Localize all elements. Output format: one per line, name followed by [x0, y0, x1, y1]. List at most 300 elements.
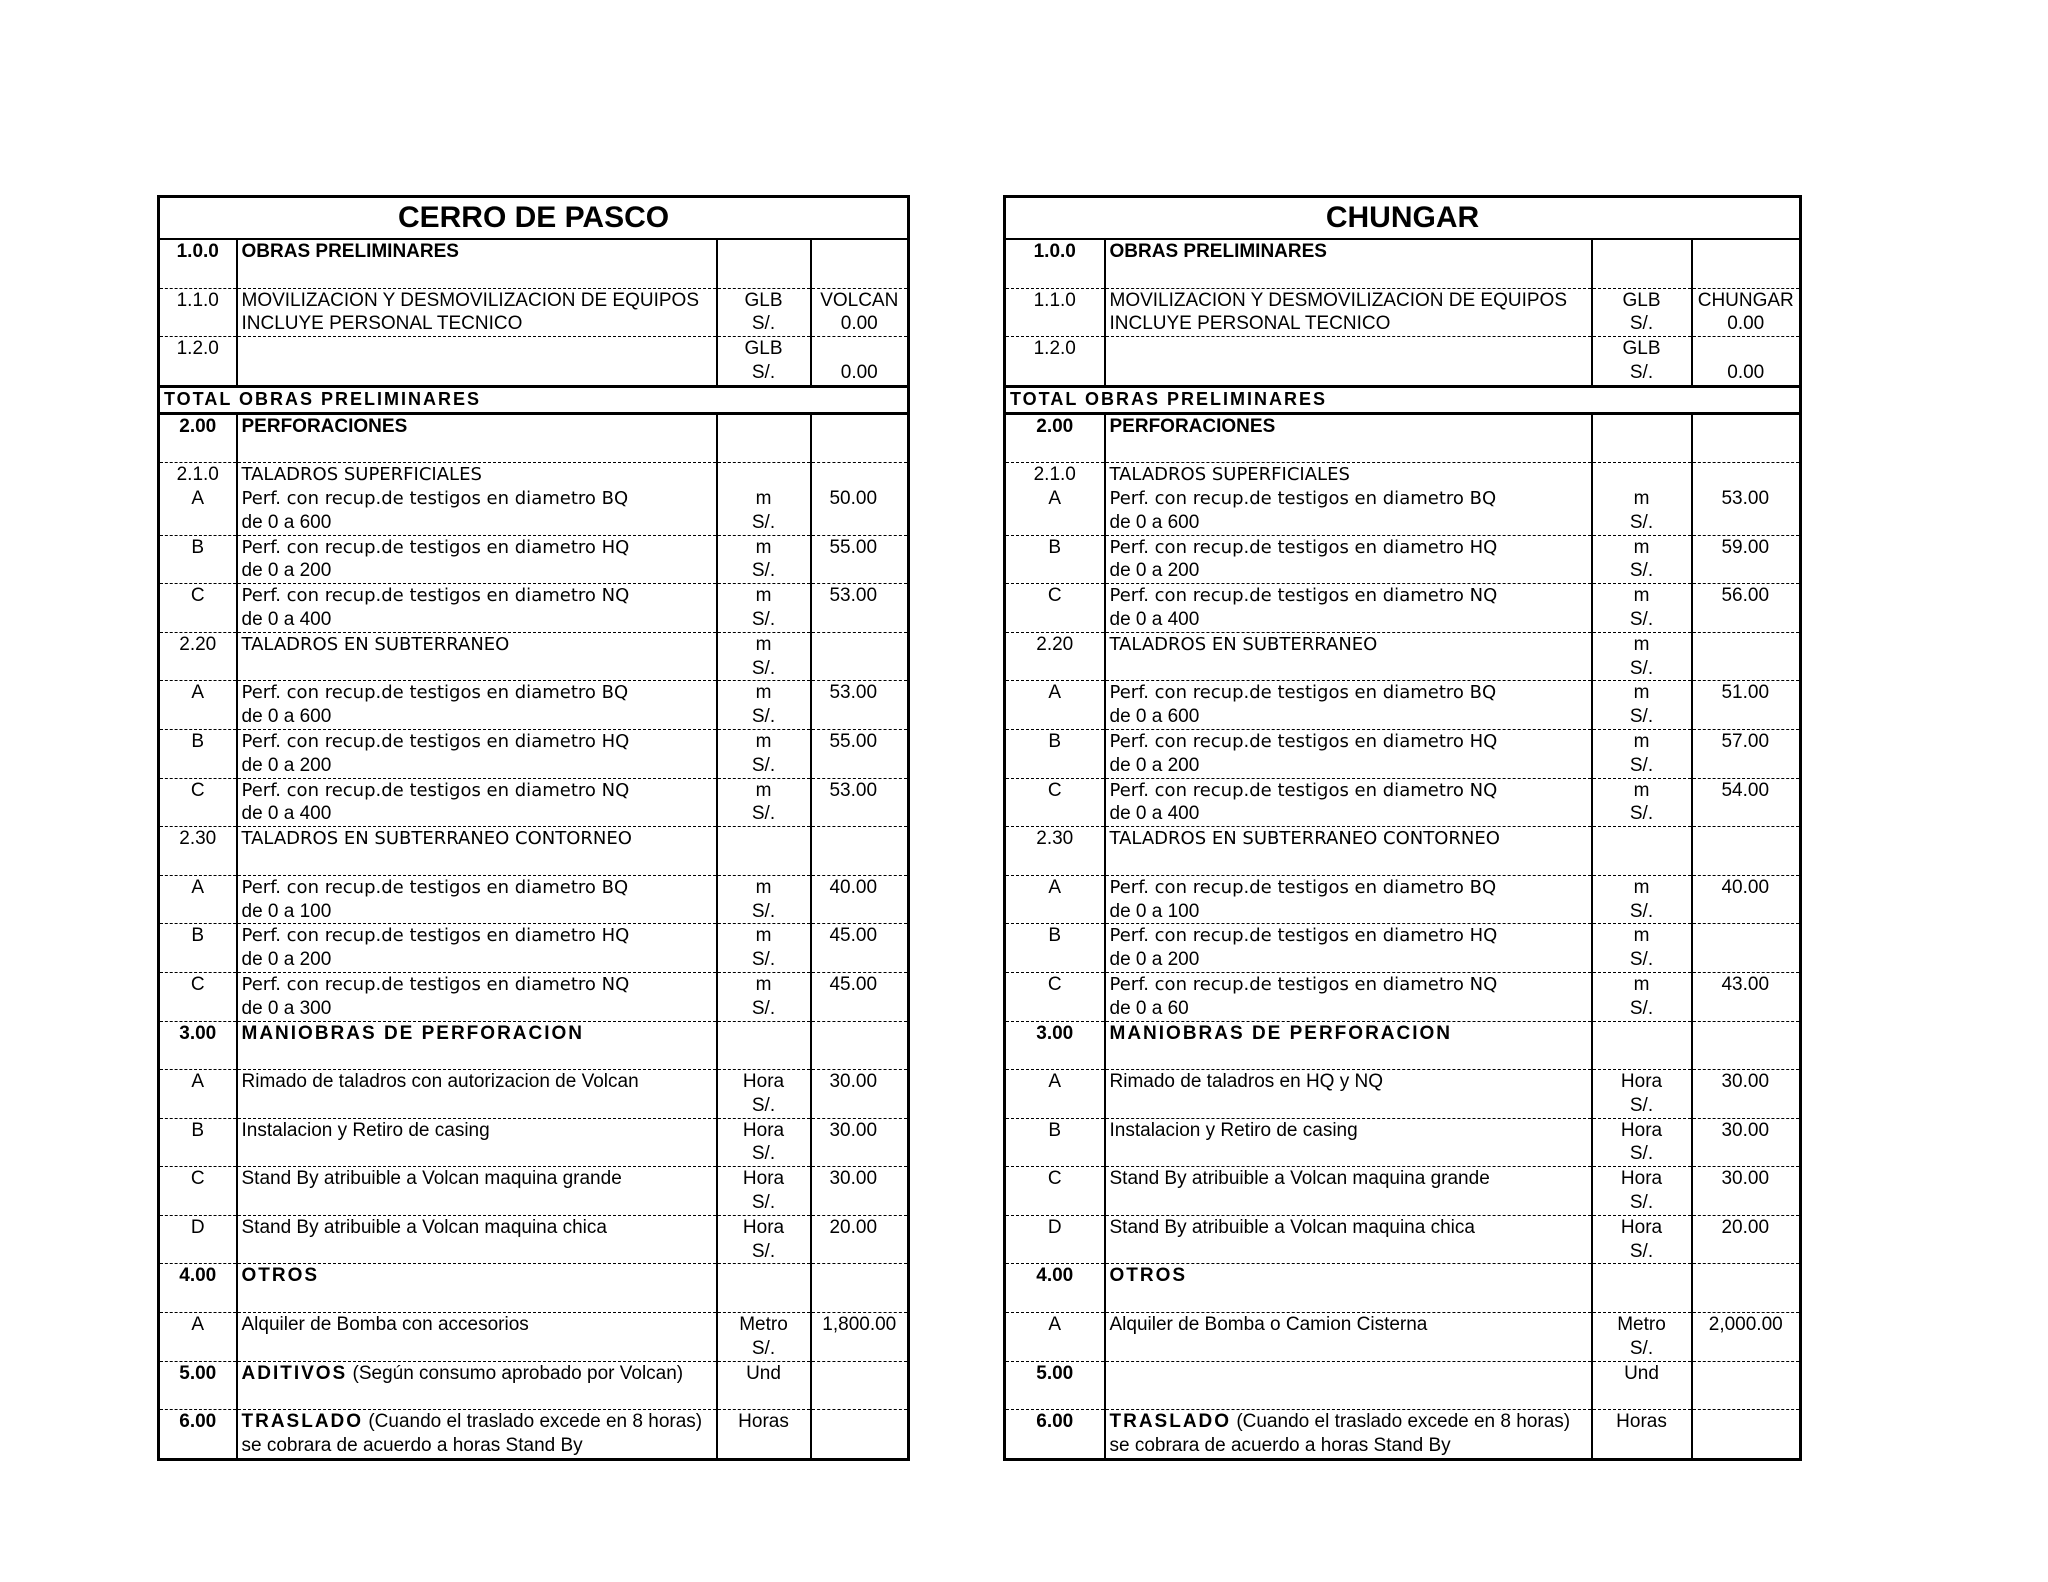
table-row [1005, 1240, 1801, 1264]
unit-cell: Hora [717, 1167, 811, 1191]
unit-cell [717, 413, 811, 438]
price-cell: 0.00 [1692, 361, 1801, 386]
unit-cell: S/. [717, 1142, 811, 1166]
table-row [1005, 264, 1801, 288]
unit-cell [717, 463, 811, 487]
unit-cell: m [1592, 584, 1692, 608]
table-row [159, 1142, 909, 1166]
item-description [1105, 657, 1592, 681]
table-row [159, 948, 909, 972]
unit-cell [1592, 438, 1692, 462]
item-description [237, 875, 717, 899]
item-code [1005, 851, 1105, 875]
item-code: 1.1.0 [1005, 288, 1105, 312]
item-code: C [159, 778, 237, 802]
unit-cell: GLB [717, 337, 811, 361]
item-code: B [1005, 924, 1105, 948]
unit-cell: m [1592, 535, 1692, 559]
price-cell [1692, 1264, 1801, 1288]
item-description [1105, 1264, 1592, 1288]
cerro-de-pasco-table [157, 195, 910, 1461]
table-row [159, 754, 909, 778]
table-row [1005, 1118, 1801, 1142]
description-text: TRASLADO [1109, 1411, 1232, 1433]
item-code: B [1005, 1118, 1105, 1142]
description-note: (Cuando el traslado excede en 8 horas) [363, 1411, 703, 1433]
table-row [1005, 1021, 1801, 1045]
item-description [1105, 802, 1592, 826]
unit-cell [717, 827, 811, 851]
unit-cell: S/. [1592, 1142, 1692, 1166]
item-description [1105, 1361, 1592, 1385]
total-label: TOTAL OBRAS PRELIMINARES [1005, 386, 1801, 413]
item-code: 2.1.0 [159, 463, 237, 487]
description-text: de 0 a 300 [241, 997, 332, 1019]
item-description [237, 827, 717, 851]
item-code [159, 851, 237, 875]
item-code [1005, 997, 1105, 1021]
item-code: 2.30 [159, 827, 237, 851]
price-cell [1692, 924, 1801, 948]
table-row [159, 1167, 909, 1191]
description-text: de 0 a 200 [1109, 754, 1200, 776]
item-code: 2.00 [1036, 415, 1074, 437]
table-row [1005, 438, 1801, 462]
description-text: MOVILIZACION Y DESMOVILIZACION DE EQUIPOS [241, 289, 700, 311]
item-description [237, 802, 717, 826]
price-cell [811, 900, 909, 924]
item-code: B [159, 1118, 237, 1142]
item-code [1005, 657, 1105, 681]
unit-cell [1592, 1434, 1692, 1459]
item-code [1005, 1191, 1105, 1215]
price-cell [1692, 948, 1801, 972]
price-cell [1692, 559, 1801, 583]
description-text: Perf. con recup.de testigos en diametro NQ [241, 585, 630, 607]
table-row [159, 361, 909, 386]
item-description [1105, 438, 1592, 462]
table-row [1005, 511, 1801, 535]
price-cell: 30.00 [1692, 1118, 1801, 1142]
unit-cell [1592, 463, 1692, 487]
item-description [237, 1021, 717, 1045]
price-cell [1692, 900, 1801, 924]
table-row [159, 1045, 909, 1069]
table-row [159, 511, 909, 535]
item-code [1005, 1142, 1105, 1166]
table-row [1005, 1167, 1801, 1191]
table-row [1005, 288, 1801, 312]
table-row [1005, 1385, 1801, 1409]
item-description [1105, 361, 1592, 386]
price-cell [1692, 827, 1801, 851]
item-description [237, 729, 717, 753]
table-row [159, 1313, 909, 1337]
item-description [237, 535, 717, 559]
item-code: 2.20 [159, 632, 237, 656]
item-code: C [1005, 972, 1105, 996]
unit-cell: m [1592, 972, 1692, 996]
table-row [159, 1410, 909, 1434]
item-description [1105, 1021, 1592, 1045]
unit-cell: m [717, 535, 811, 559]
price-cell [1692, 463, 1801, 487]
price-cell: 30.00 [1692, 1167, 1801, 1191]
item-code: 2.00 [179, 415, 217, 437]
price-cell: 43.00 [1692, 972, 1801, 996]
item-code [1005, 1385, 1105, 1409]
price-cell: 20.00 [1692, 1215, 1801, 1239]
item-description [1105, 632, 1592, 656]
item-code [159, 361, 237, 386]
description-text: Perf. con recup.de testigos en diametro NQ [241, 779, 630, 801]
price-cell [1692, 1142, 1801, 1166]
unit-cell: Horas [1592, 1410, 1692, 1434]
table-row [159, 559, 909, 583]
unit-cell: S/. [1592, 802, 1692, 826]
item-description [1105, 1240, 1592, 1264]
price-cell [1692, 511, 1801, 535]
item-code [1005, 1094, 1105, 1118]
item-description [237, 1264, 717, 1288]
item-description [1105, 851, 1592, 875]
table-row [1005, 802, 1801, 826]
unit-cell: m [1592, 778, 1692, 802]
price-cell [811, 413, 909, 438]
price-cell: 45.00 [811, 972, 909, 996]
item-code: 1.2.0 [159, 337, 237, 361]
description-text: OBRAS PRELIMINARES [241, 241, 459, 262]
description-text: de 0 a 600 [1109, 511, 1200, 533]
table-row [1005, 729, 1801, 753]
item-code [1005, 608, 1105, 632]
item-code: A [1005, 875, 1105, 899]
item-description [237, 413, 717, 438]
item-code [1005, 1288, 1105, 1312]
table-row [159, 1337, 909, 1361]
table-row [1005, 1264, 1801, 1288]
item-code: 3.00 [159, 1021, 237, 1045]
unit-cell [717, 1021, 811, 1045]
table-row [159, 657, 909, 681]
item-description [1105, 972, 1592, 996]
price-cell [811, 337, 909, 361]
item-description [237, 288, 717, 312]
table-row [1005, 1070, 1801, 1094]
unit-cell: Hora [717, 1070, 811, 1094]
item-description [237, 559, 717, 583]
price-cell [811, 632, 909, 656]
description-text: Alquiler de Bomba con accesorios [241, 1314, 529, 1336]
price-cell: 0.00 [811, 312, 909, 336]
item-code: C [1005, 584, 1105, 608]
table-row [1005, 900, 1801, 924]
item-code: B [159, 924, 237, 948]
item-description [237, 754, 717, 778]
item-description [237, 608, 717, 632]
item-code: A [1005, 681, 1105, 705]
item-description [237, 1240, 717, 1264]
unit-cell: GLB [1592, 337, 1692, 361]
price-cell [1692, 851, 1801, 875]
description-text: Perf. con recup.de testigos en diametro NQ [241, 973, 630, 995]
table-row [159, 413, 909, 438]
item-code [1005, 900, 1105, 924]
unit-cell: m [1592, 875, 1692, 899]
item-description [237, 239, 717, 264]
price-cell [811, 948, 909, 972]
item-code: C [1005, 778, 1105, 802]
item-code [1005, 559, 1105, 583]
description-text: TALADROS SUPERFICIALES [241, 464, 482, 486]
description-text: de 0 a 600 [1109, 706, 1200, 728]
price-cell [1692, 1021, 1801, 1045]
price-cell [1692, 705, 1801, 729]
item-description [1105, 997, 1592, 1021]
description-text: MOVILIZACION Y DESMOVILIZACION DE EQUIPOS [1109, 289, 1568, 311]
item-description [1105, 1313, 1592, 1337]
unit-cell: S/. [717, 705, 811, 729]
price-cell [811, 608, 909, 632]
price-cell [1692, 413, 1801, 438]
item-code [1005, 312, 1105, 336]
item-description [1105, 239, 1592, 264]
unit-cell [1592, 1264, 1692, 1288]
description-text: TALADROS EN SUBTERRANEO [241, 633, 510, 655]
table-row [1005, 1191, 1801, 1215]
item-description [237, 1142, 717, 1166]
price-cell [1692, 264, 1801, 288]
unit-cell [717, 1434, 811, 1459]
price-cell: 1,800.00 [811, 1313, 909, 1337]
unit-cell [1592, 1021, 1692, 1045]
item-description [237, 972, 717, 996]
description-text: se cobrara de acuerdo a horas Stand By [1109, 1435, 1451, 1457]
description-text: OBRAS PRELIMINARES [1109, 241, 1327, 262]
price-cell: 55.00 [811, 535, 909, 559]
item-description [1105, 1288, 1592, 1312]
price-cell [1692, 1045, 1801, 1069]
item-description [1105, 948, 1592, 972]
item-code: C [159, 584, 237, 608]
price-cell [811, 1385, 909, 1409]
unit-cell: m [717, 729, 811, 753]
description-text: OTROS [1109, 1265, 1188, 1287]
unit-cell: m [1592, 632, 1692, 656]
unit-cell [717, 264, 811, 288]
unit-cell: S/. [717, 900, 811, 924]
unit-cell: S/. [1592, 754, 1692, 778]
table-row [1005, 997, 1801, 1021]
description-text: TALADROS EN SUBTERRANEO CONTORNEO [241, 828, 632, 850]
unit-cell: GLB [717, 288, 811, 312]
unit-cell: S/. [1592, 900, 1692, 924]
unit-cell: S/. [717, 511, 811, 535]
item-code [159, 705, 237, 729]
table-row [1005, 487, 1801, 511]
price-cell: CHUNGAR [1692, 288, 1801, 312]
price-cell: 30.00 [1692, 1070, 1801, 1094]
item-code: A [159, 681, 237, 705]
description-text: Perf. con recup.de testigos en diametro HQ [1109, 536, 1498, 558]
item-description [237, 361, 717, 386]
unit-cell: S/. [1592, 705, 1692, 729]
price-cell [811, 1434, 909, 1459]
price-cell: 53.00 [811, 584, 909, 608]
table-row [1005, 361, 1801, 386]
table-row [159, 608, 909, 632]
table-row [1005, 924, 1801, 948]
table-row [159, 1434, 909, 1459]
item-code: 1.1.0 [159, 288, 237, 312]
unit-cell: S/. [717, 608, 811, 632]
description-text: Alquiler de Bomba o Camion Cisterna [1109, 1314, 1428, 1336]
unit-cell: S/. [717, 997, 811, 1021]
table-row [1005, 312, 1801, 336]
item-description [237, 1313, 717, 1337]
price-cell: VOLCAN [811, 288, 909, 312]
price-cell [811, 754, 909, 778]
item-code [1005, 1337, 1105, 1361]
item-code: C [159, 1167, 237, 1191]
unit-cell [1592, 1045, 1692, 1069]
description-note: (Cuando el traslado excede en 8 horas) [1231, 1411, 1571, 1433]
item-description [1105, 608, 1592, 632]
item-description [1105, 1070, 1592, 1094]
table-row [1005, 1142, 1801, 1166]
item-description [237, 1361, 717, 1385]
price-cell: 40.00 [1692, 875, 1801, 899]
unit-cell: GLB [1592, 288, 1692, 312]
description-text: INCLUYE PERSONAL TECNICO [1109, 313, 1391, 335]
table-row [159, 1021, 909, 1045]
unit-cell: S/. [717, 948, 811, 972]
price-cell: 51.00 [1692, 681, 1801, 705]
price-cell [811, 1021, 909, 1045]
price-cell: 53.00 [1692, 487, 1801, 511]
table-row [159, 1240, 909, 1264]
table-row [159, 535, 909, 559]
price-cell: 55.00 [811, 729, 909, 753]
item-description [237, 705, 717, 729]
description-text: Perf. con recup.de testigos en diametro BQ [241, 487, 629, 509]
table-row [159, 827, 909, 851]
unit-cell [717, 438, 811, 462]
description-text: de 0 a 200 [241, 949, 332, 971]
description-text: Perf. con recup.de testigos en diametro NQ [1109, 973, 1498, 995]
item-description [1105, 681, 1592, 705]
unit-cell: m [717, 972, 811, 996]
price-cell: 20.00 [811, 1215, 909, 1239]
item-description [1105, 487, 1592, 511]
table-row [1005, 608, 1801, 632]
table-row [1005, 1434, 1801, 1459]
price-cell: 50.00 [811, 487, 909, 511]
unit-cell: S/. [1592, 1094, 1692, 1118]
unit-cell: S/. [1592, 511, 1692, 535]
description-text: Perf. con recup.de testigos en diametro HQ [241, 536, 630, 558]
unit-cell: S/. [1592, 1191, 1692, 1215]
item-code [159, 802, 237, 826]
item-code: 5.00 [1005, 1361, 1105, 1385]
description-text: Rimado de taladros en HQ y NQ [1109, 1071, 1384, 1093]
price-cell [1692, 1191, 1801, 1215]
unit-cell: m [1592, 487, 1692, 511]
price-cell: 2,000.00 [1692, 1313, 1801, 1337]
description-text: TALADROS SUPERFICIALES [1109, 464, 1350, 486]
sheet-title: CHUNGAR [1005, 197, 1801, 240]
item-code [159, 1142, 237, 1166]
table-row [1005, 463, 1801, 487]
item-description [237, 681, 717, 705]
price-cell: 53.00 [811, 681, 909, 705]
table-row [1005, 1361, 1801, 1385]
price-cell: 30.00 [811, 1118, 909, 1142]
item-description [237, 1385, 717, 1409]
description-text: Stand By atribuible a Volcan maquina grande [241, 1168, 622, 1190]
description-text: Perf. con recup.de testigos en diametro HQ [1109, 730, 1498, 752]
item-description [1105, 584, 1592, 608]
unit-cell: Horas [717, 1410, 811, 1434]
unit-cell: S/. [717, 1094, 811, 1118]
item-code: C [1005, 1167, 1105, 1191]
table-row [159, 239, 909, 264]
item-description [1105, 729, 1592, 753]
price-cell: 0.00 [1692, 312, 1801, 336]
item-code: C [159, 972, 237, 996]
item-description [237, 1118, 717, 1142]
description-text: Rimado de taladros con autorizacion de Volcan [241, 1071, 639, 1093]
unit-cell: Und [717, 1361, 811, 1385]
unit-cell: Hora [1592, 1118, 1692, 1142]
unit-cell: m [1592, 729, 1692, 753]
unit-cell [717, 1264, 811, 1288]
unit-cell [717, 239, 811, 264]
item-code: B [1005, 729, 1105, 753]
price-cell: 40.00 [811, 875, 909, 899]
price-cell [811, 827, 909, 851]
table-row [1005, 386, 1801, 413]
unit-cell [1592, 413, 1692, 438]
price-cell: 30.00 [811, 1167, 909, 1191]
unit-cell [717, 1288, 811, 1312]
table-row [159, 972, 909, 996]
price-cell [811, 463, 909, 487]
table-row [159, 802, 909, 826]
item-description [237, 1045, 717, 1069]
item-description [237, 948, 717, 972]
price-cell: 53.00 [811, 778, 909, 802]
price-cell [811, 1410, 909, 1434]
item-code [159, 948, 237, 972]
item-description [237, 487, 717, 511]
table-row [159, 1094, 909, 1118]
item-code: 2.1.0 [1005, 463, 1105, 487]
table-row [1005, 413, 1801, 438]
description-text: Stand By atribuible a Volcan maquina chica [1109, 1216, 1475, 1238]
unit-cell: m [717, 778, 811, 802]
table-row [159, 288, 909, 312]
table-row [1005, 1094, 1801, 1118]
description-text: Perf. con recup.de testigos en diametro HQ [1109, 925, 1498, 947]
price-cell [1692, 1337, 1801, 1361]
table-row [1005, 632, 1801, 656]
item-code [1005, 1045, 1105, 1069]
item-code [159, 900, 237, 924]
price-cell [1692, 1094, 1801, 1118]
item-code [1005, 1240, 1105, 1264]
description-text: de 0 a 200 [241, 754, 332, 776]
